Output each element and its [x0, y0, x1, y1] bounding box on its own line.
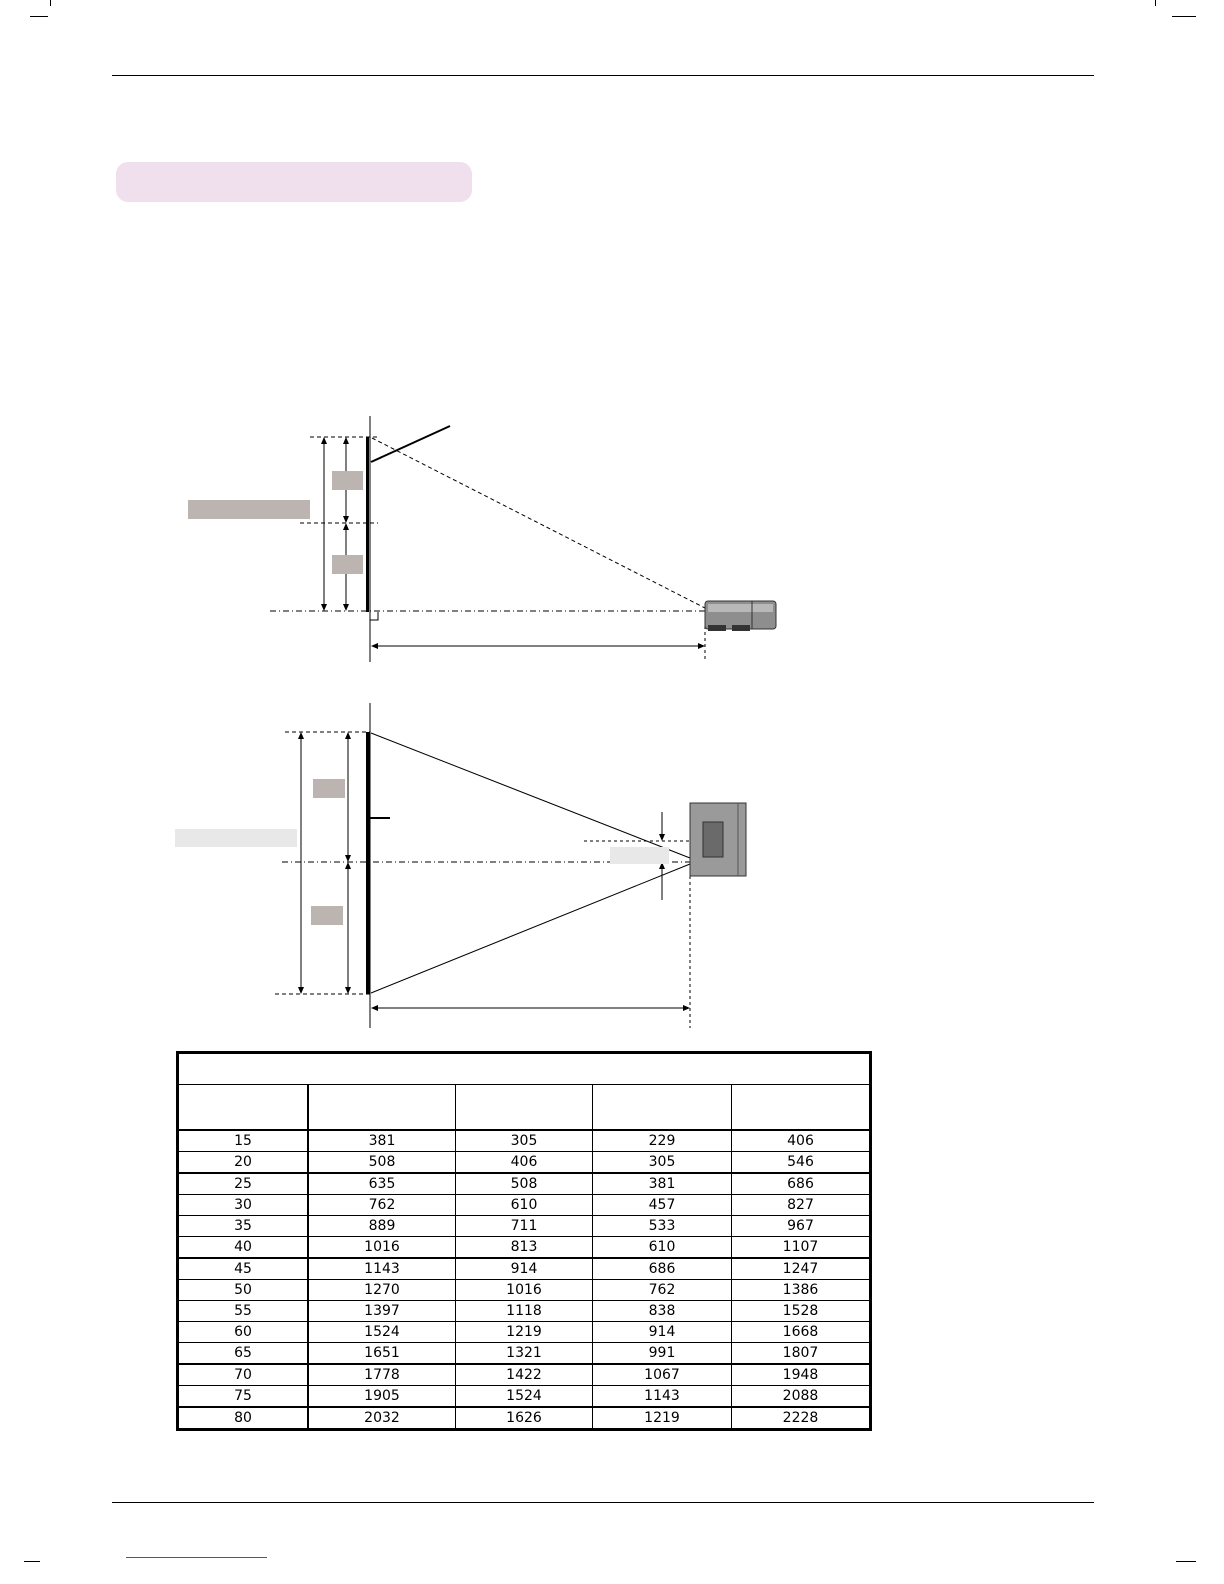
projector-top-icon [690, 803, 746, 876]
table-title [178, 1053, 871, 1085]
table-cell: 1067 [593, 1364, 732, 1386]
table-cell: 1386 [732, 1280, 871, 1301]
table-cell: 1016 [456, 1280, 593, 1301]
table-cell: 80 [178, 1407, 309, 1430]
table-row [178, 1195, 871, 1216]
table-row [178, 1407, 871, 1430]
table-cell: 1626 [456, 1407, 593, 1430]
table-cell: 1219 [456, 1322, 593, 1343]
table-cell: 65 [178, 1343, 309, 1365]
table-row [178, 1216, 871, 1237]
table-cell: 1107 [732, 1237, 871, 1259]
table-cell: 827 [732, 1195, 871, 1216]
table-row [178, 1364, 871, 1386]
table-cell: 914 [456, 1258, 593, 1280]
table-cell: 1948 [732, 1364, 871, 1386]
table-cell: 457 [593, 1195, 732, 1216]
table-cell: 991 [593, 1343, 732, 1365]
table-cell: 229 [593, 1130, 732, 1152]
table-row [178, 1152, 871, 1174]
table-body [178, 1130, 871, 1430]
table-row [178, 1343, 871, 1365]
table-cell: 70 [178, 1364, 309, 1386]
table-cell: 1524 [456, 1386, 593, 1408]
projection-distance-table [176, 1051, 872, 1431]
table-row [178, 1173, 871, 1195]
table-row [178, 1280, 871, 1301]
table-cell: 967 [732, 1216, 871, 1237]
table-header [178, 1085, 309, 1131]
table-header [308, 1085, 456, 1131]
table-row [178, 1130, 871, 1152]
table-cell: 75 [178, 1386, 309, 1408]
table-cell: 533 [593, 1216, 732, 1237]
table-cell: 838 [593, 1301, 732, 1322]
table-row [178, 1322, 871, 1343]
table-cell: 15 [178, 1130, 309, 1152]
footer-link[interactable] [126, 1557, 267, 1558]
table-header [732, 1085, 871, 1131]
table-cell: 1905 [308, 1386, 456, 1408]
table-cell: 381 [593, 1173, 732, 1195]
table-cell: 686 [593, 1258, 732, 1280]
table-cell: 60 [178, 1322, 309, 1343]
table-cell: 406 [732, 1130, 871, 1152]
table-cell: 1528 [732, 1301, 871, 1322]
table-cell: 2032 [308, 1407, 456, 1430]
table-cell: 35 [178, 1216, 309, 1237]
table-cell: 610 [593, 1237, 732, 1259]
table-cell: 1270 [308, 1280, 456, 1301]
table-cell: 610 [456, 1195, 593, 1216]
table-cell: 1321 [456, 1343, 593, 1365]
table-cell: 50 [178, 1280, 309, 1301]
table-cell: 2088 [732, 1386, 871, 1408]
table-cell: 406 [456, 1152, 593, 1174]
table-cell: 2228 [732, 1407, 871, 1430]
table-cell: 305 [593, 1152, 732, 1174]
table-cell: 1397 [308, 1301, 456, 1322]
table-header [456, 1085, 593, 1131]
table-row [178, 1237, 871, 1259]
table-cell: 381 [308, 1130, 456, 1152]
table-cell: 1118 [456, 1301, 593, 1322]
table-cell: 45 [178, 1258, 309, 1280]
table-cell: 25 [178, 1173, 309, 1195]
table-cell: 1807 [732, 1343, 871, 1365]
table-cell: 55 [178, 1301, 309, 1322]
table-cell: 1778 [308, 1364, 456, 1386]
table-cell: 40 [178, 1237, 309, 1259]
table-cell: 1143 [593, 1386, 732, 1408]
table-cell: 914 [593, 1322, 732, 1343]
table-row [178, 1386, 871, 1408]
table-cell: 686 [732, 1173, 871, 1195]
table-cell: 1422 [456, 1364, 593, 1386]
table-cell: 635 [308, 1173, 456, 1195]
table-cell: 1524 [308, 1322, 456, 1343]
table-header [593, 1085, 732, 1131]
table-cell: 762 [308, 1195, 456, 1216]
table-row [178, 1258, 871, 1280]
table-cell: 711 [456, 1216, 593, 1237]
table-cell: 20 [178, 1152, 309, 1174]
table-cell: 889 [308, 1216, 456, 1237]
table-row [178, 1301, 871, 1322]
table-cell: 546 [732, 1152, 871, 1174]
table-cell: 762 [593, 1280, 732, 1301]
table-cell: 30 [178, 1195, 309, 1216]
table-cell: 508 [308, 1152, 456, 1174]
table-cell: 1668 [732, 1322, 871, 1343]
table-cell: 813 [456, 1237, 593, 1259]
table-cell: 305 [456, 1130, 593, 1152]
table-cell: 1219 [593, 1407, 732, 1430]
table-cell: 1247 [732, 1258, 871, 1280]
table-cell: 508 [456, 1173, 593, 1195]
table-cell: 1143 [308, 1258, 456, 1280]
table-cell: 1016 [308, 1237, 456, 1259]
table-cell: 1651 [308, 1343, 456, 1365]
